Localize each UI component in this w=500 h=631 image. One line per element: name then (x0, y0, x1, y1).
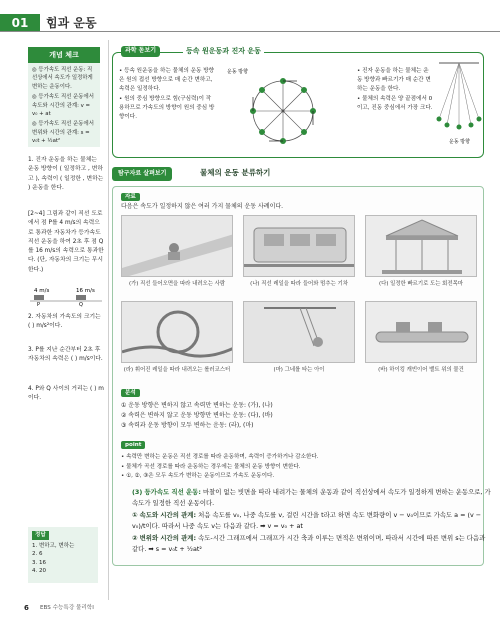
caption-ba: (바) 하이킹 캐빈이어 밸트 위의 물건 (378, 367, 464, 373)
chapter-header (0, 14, 500, 32)
speed-p-label: 4 m/s (34, 288, 50, 294)
analysis-label: 분석 (121, 389, 140, 397)
answer-item: 3. 16 (32, 559, 46, 566)
question-3: 3. P를 지난 순간부터 2초 후 자동차의 속력은 ( ) m/s이다. (28, 347, 103, 363)
explore-title: 물체의 운동 분류하기 (200, 168, 271, 177)
data-description: 다음은 속도가 일정하지 않은 여러 가지 물체의 운동 사례이다. (121, 203, 284, 210)
concept-check-title: 개념 체크 (28, 47, 100, 63)
question-4: 4. P와 Q 사이의 거리는 ( ) m이다. (28, 386, 104, 402)
point-item: • 속력만 변하는 운동은 직선 경로를 따라 운동하며, 속력이 증가하거나 감소한다. (121, 454, 319, 460)
concept-item: ◎ 등가속도 직선 운동: 직선상에서 속도가 일정하게 변하는 운동이다. (32, 67, 93, 90)
answers-box (28, 527, 98, 583)
analysis-item: ① 운동 방향은 변하지 않고 속력만 변하는 운동: (가), (나) (121, 402, 273, 409)
book-title: EBS 수능특강 물리학Ⅰ (40, 605, 94, 611)
question-1: 1. 진자 운동을 하는 물체는 운동 방향이 ( 일정하고 , 변하고 ), 속력이 ( 일정한 , 변하는 ) 운동을 한다. (28, 157, 104, 191)
concept-item: ◎ 등가속도 직선 운동에서 변위와 시간의 관계: s = v₀t + ½at² (32, 121, 94, 144)
item-2-head: ② 변위와 시간의 관계: (132, 534, 197, 543)
photo-swing (243, 301, 355, 363)
uniform-circular-text (119, 67, 215, 122)
explore-header (112, 166, 484, 182)
explore-tag: 탐구자료 살펴보기 (112, 167, 172, 181)
item-1-body: 처음 속도를 v₀, 나중 속도를 v, 걸린 시간을 t라고 하면 속도 변화량이 v − v₀이므로 가속도 a = (v − v₀)/t이다. 따라서 나중 속도 v는 다음과 같다. ➡ v = v₀ + at (132, 511, 482, 530)
road-figure (28, 285, 104, 307)
answer-item: 4. 20 (32, 568, 46, 575)
caption-na: (나) 직선 레일을 따라 들어와 멈추는 기차 (250, 281, 348, 287)
photo-conveyor (365, 301, 477, 363)
answer-item: 1. 변하고, 변하는 (32, 542, 75, 549)
point-q-label: Q (79, 302, 83, 307)
section-3-body: 마찰이 없는 빗면을 따라 내려가는 물체의 운동과 같이 직선상에서 속도가 일정하게 변하는 운동으로, 가속도가 일정한 직선 운동이다. (132, 488, 491, 507)
caption-ma: (마) 그네를 타는 아이 (273, 367, 325, 373)
point-item: • 물체가 곡선 경로를 따라 운동하는 경우에는 물체의 운동 방향이 변한다. (121, 463, 301, 470)
point-label: point (121, 441, 145, 449)
text-line: • 원의 중심 방향으로 힘(구심력)이 작용하므로 가속도의 방향이 원의 중심 방향이다. (119, 95, 215, 121)
circular-motion-diagram (217, 63, 349, 153)
pendulum-text (357, 67, 433, 113)
science-box (112, 47, 484, 158)
section-3-title: (3) 등가속도 직선 운동: (132, 488, 201, 496)
car-at-p (34, 295, 44, 300)
question-group-2-4: [2~4] 그림과 같이 직선 도로에서 점 P를 4 m/s의 속력으로 통과한 자동차가 등가속도 직선 운동을 하여 2초 후 점 Q를 16 m/s의 속력으로 통과한다. (단, 자동차의 크기는 무시한다.) (28, 211, 104, 273)
speed-q-label: 16 m/s (76, 288, 95, 294)
analysis-item: ② 속력은 변하지 않고 운동 방향만 변하는 운동: (다), (바) (121, 412, 273, 420)
column-divider (108, 40, 109, 600)
caption-ga: (가) 직선 들어오면을 따라 내려오는 사람 (128, 281, 226, 287)
photo-slide (121, 215, 233, 277)
photo-rollercoaster (121, 301, 233, 363)
text-line: • 진자 운동을 하는 물체는 운동 방향과 빠르기가 매 순간 변하는 운동을 한다. (357, 68, 431, 93)
photo-carousel (365, 215, 477, 277)
data-label: 자료 (121, 193, 140, 201)
science-box-tag: 과학 돋보기 (121, 46, 160, 57)
point-list (121, 453, 477, 482)
text-line: • 물체의 속력은 양 끝점에서 0이고, 진동 중심에서 가장 크다. (357, 95, 433, 111)
answer-item: 2. 6 (32, 551, 43, 558)
pendulum-diagram (435, 59, 483, 155)
caption-da: (다) 일정한 빠르기로 도는 회전목마 (379, 281, 463, 287)
item-1-head: ① 속도와 시간의 관계: (132, 511, 197, 520)
analysis-list (121, 401, 273, 432)
car-at-q (76, 295, 86, 300)
page-number: 6 (24, 604, 29, 612)
item-2-body: 속도-시간 그래프에서 그래프가 시간 축과 이루는 면적은 변위이며, 따라서 시간에 따른 변위 s는 다음과 같다. ➡ s = v₀t + ½at² (132, 534, 486, 553)
pendulum-direction-label: 운동 방향 (449, 139, 470, 145)
question-2: 2. 자동차의 가속도의 크기는 ( ) m/s²이다. (28, 314, 101, 330)
section-3 (132, 487, 492, 554)
circle-direction-label: 운동 방향 (227, 69, 248, 75)
science-box-title: 등속 원운동과 진자 운동 (183, 46, 264, 56)
point-p-label: P (37, 302, 41, 307)
concept-item: ◎ 등가속도 직선 운동에서 속도와 시간의 관계: v = v₀ + at (32, 94, 94, 117)
photo-train (243, 215, 355, 277)
text-line: • 등속 원운동을 하는 물체의 운동 방향은 원의 접선 방향으로 매 순간 변하고, 속력은 일정하다. (119, 68, 215, 93)
answers-title: 정답 (32, 531, 49, 540)
chapter-title: 힘과 운동 (46, 16, 97, 30)
header-divider (0, 31, 500, 32)
chapter-number: 01 (0, 14, 40, 32)
analysis-item: ③ 속력과 운동 방향이 모두 변하는 운동: (라), (마) (121, 422, 254, 430)
concept-check-box (28, 47, 100, 147)
caption-ra: (라) 휘어진 레일을 따라 내려오는 롤러코스터 (123, 367, 231, 373)
point-item: • ①, ②, ③은 모두 속도가 변하는 운동이므로 가속도 운동이다. (121, 473, 275, 479)
